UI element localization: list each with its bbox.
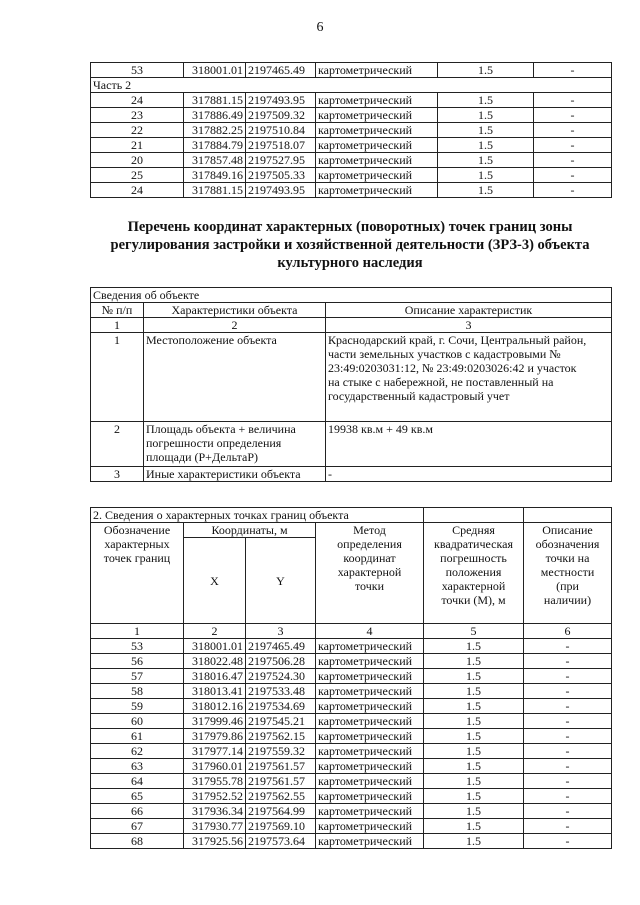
point-description: - bbox=[524, 669, 612, 684]
coord-y: 2197562.55 bbox=[246, 789, 316, 804]
coord-y: 2197573.64 bbox=[246, 834, 316, 849]
header-method bbox=[316, 523, 424, 624]
coord-x: 317884.79 bbox=[184, 138, 246, 153]
column-number: 2 bbox=[144, 318, 326, 333]
header-designation bbox=[91, 523, 184, 624]
point-number: 53 bbox=[91, 639, 184, 654]
coord-y: 2197545.21 bbox=[246, 714, 316, 729]
coord-y: 2197562.15 bbox=[246, 729, 316, 744]
column-number: 6 bbox=[524, 624, 612, 639]
characteristic-description bbox=[326, 333, 612, 422]
text-line: части земельных участков с кадастровыми № bbox=[328, 347, 561, 361]
coord-y: 2197493.95 bbox=[246, 93, 316, 108]
text-line: площади (Р+ДельтаР) bbox=[146, 450, 258, 464]
points-table bbox=[90, 507, 612, 849]
column-number: 3 bbox=[246, 624, 316, 639]
error-value: 1.5 bbox=[438, 138, 534, 153]
point-number: 65 bbox=[91, 789, 184, 804]
error-value: 1.5 bbox=[424, 759, 524, 774]
coord-y: 2197527.95 bbox=[246, 153, 316, 168]
method: картометрический bbox=[316, 729, 424, 744]
column-number: 4 bbox=[316, 624, 424, 639]
point-description: - bbox=[524, 789, 612, 804]
table-row bbox=[91, 183, 612, 198]
coord-y: 2197561.57 bbox=[246, 759, 316, 774]
text-line: Краснодарский край, г. Сочи, Центральный район, bbox=[328, 333, 587, 347]
coord-x: 318012.16 bbox=[184, 699, 246, 714]
text-line: Площадь объекта + величина bbox=[146, 422, 296, 436]
text-line: 23:49:0203031:12, № 23:49:0203026:42 и участок bbox=[328, 361, 577, 375]
coord-x: 317930.77 bbox=[184, 819, 246, 834]
point-description: - bbox=[524, 714, 612, 729]
error-value: 1.5 bbox=[424, 774, 524, 789]
text-line: на стыке с набережной, не поставленный на bbox=[328, 375, 554, 389]
coord-y: 2197564.99 bbox=[246, 804, 316, 819]
table-row bbox=[91, 669, 612, 684]
error-value: 1.5 bbox=[438, 168, 534, 183]
error-value: 1.5 bbox=[424, 699, 524, 714]
method: картометрический bbox=[316, 108, 438, 123]
table-row bbox=[91, 422, 612, 467]
coord-x: 317936.34 bbox=[184, 804, 246, 819]
method: картометрический bbox=[316, 804, 424, 819]
coord-x: 318001.01 bbox=[184, 63, 246, 78]
method: картометрический bbox=[316, 744, 424, 759]
section-row bbox=[91, 78, 612, 93]
column-number: 5 bbox=[424, 624, 524, 639]
error-value: 1.5 bbox=[438, 183, 534, 198]
coord-y: 2197509.32 bbox=[246, 108, 316, 123]
table-row bbox=[91, 63, 612, 78]
point-number: 60 bbox=[91, 714, 184, 729]
text-line: координат bbox=[343, 551, 396, 565]
point-description: - bbox=[524, 834, 612, 849]
coord-x: 318022.48 bbox=[184, 654, 246, 669]
coord-y: 2197505.33 bbox=[246, 168, 316, 183]
point-description: - bbox=[524, 684, 612, 699]
method: картометрический bbox=[316, 819, 424, 834]
coord-y: 2197465.49 bbox=[246, 63, 316, 78]
coord-x: 317886.49 bbox=[184, 108, 246, 123]
coord-y: 2197510.84 bbox=[246, 123, 316, 138]
text-line: точки bbox=[354, 579, 385, 593]
error-value: 1.5 bbox=[424, 744, 524, 759]
method: картометрический bbox=[316, 93, 438, 108]
coord-y: 2197506.28 bbox=[246, 654, 316, 669]
point-number: 63 bbox=[91, 759, 184, 774]
point-description: - bbox=[534, 183, 612, 198]
method: картометрический bbox=[316, 774, 424, 789]
table-row bbox=[91, 804, 612, 819]
text-line: (при bbox=[556, 579, 579, 593]
table-row bbox=[91, 714, 612, 729]
point-number: 64 bbox=[91, 774, 184, 789]
error-value: 1.5 bbox=[424, 834, 524, 849]
method: картометрический bbox=[316, 63, 438, 78]
text-line: наличии) bbox=[543, 593, 592, 607]
column-number: 1 bbox=[91, 624, 184, 639]
method: картометрический bbox=[316, 759, 424, 774]
error-value: 1.5 bbox=[438, 108, 534, 123]
heading-line-2: регулирования застройки и хозяйственной деятельности (ЗРЗ-3) объекта bbox=[110, 237, 590, 253]
coord-y: 2197533.48 bbox=[246, 684, 316, 699]
method: картометрический bbox=[316, 168, 438, 183]
point-description: - bbox=[524, 639, 612, 654]
point-description: - bbox=[534, 63, 612, 78]
error-value: 1.5 bbox=[424, 729, 524, 744]
header-cell: Описание характеристик bbox=[326, 303, 612, 318]
error-value: 1.5 bbox=[438, 153, 534, 168]
method: картометрический bbox=[316, 654, 424, 669]
text-line: государственный кадастровый учет bbox=[328, 389, 510, 403]
table-row bbox=[91, 744, 612, 759]
point-description: - bbox=[524, 759, 612, 774]
coord-x: 317952.52 bbox=[184, 789, 246, 804]
table-row bbox=[91, 153, 612, 168]
text-line: характерных bbox=[104, 537, 170, 551]
error-value: 1.5 bbox=[424, 669, 524, 684]
method: картометрический bbox=[316, 138, 438, 153]
error-value: 1.5 bbox=[424, 684, 524, 699]
coord-x: 317955.78 bbox=[184, 774, 246, 789]
row-number: 1 bbox=[91, 333, 144, 422]
header-cell: № п/п bbox=[91, 303, 144, 318]
empty-cell bbox=[524, 508, 612, 523]
point-number: 62 bbox=[91, 744, 184, 759]
heading-line-3: культурного наследия bbox=[277, 255, 423, 271]
point-number: 23 bbox=[91, 108, 184, 123]
coord-x: 318001.01 bbox=[184, 639, 246, 654]
text-line: точек границ bbox=[103, 551, 171, 565]
point-number: 67 bbox=[91, 819, 184, 834]
coord-x: 317881.15 bbox=[184, 183, 246, 198]
method: картометрический bbox=[316, 183, 438, 198]
error-value: 1.5 bbox=[438, 123, 534, 138]
coord-y: 2197465.49 bbox=[246, 639, 316, 654]
coord-x: 317999.46 bbox=[184, 714, 246, 729]
text-line: определения bbox=[337, 537, 402, 551]
table-row bbox=[91, 819, 612, 834]
text-line: Метод bbox=[353, 523, 386, 537]
method: картометрический bbox=[316, 789, 424, 804]
method: картометрический bbox=[316, 639, 424, 654]
text-line: квадратическая bbox=[434, 537, 513, 551]
error-value: 1.5 bbox=[438, 93, 534, 108]
point-number: 66 bbox=[91, 804, 184, 819]
point-number: 25 bbox=[91, 168, 184, 183]
point-number: 61 bbox=[91, 729, 184, 744]
coord-y: 2197561.57 bbox=[246, 774, 316, 789]
table-row bbox=[91, 168, 612, 183]
heading-line-1: Перечень координат характерных (поворотных) точек границ зоны bbox=[127, 219, 573, 235]
error-value: 1.5 bbox=[438, 63, 534, 78]
point-description: - bbox=[524, 804, 612, 819]
coord-x: 317977.14 bbox=[184, 744, 246, 759]
point-description: - bbox=[524, 774, 612, 789]
method: картометрический bbox=[316, 123, 438, 138]
point-description: - bbox=[534, 138, 612, 153]
point-number: 56 bbox=[91, 654, 184, 669]
text-line: характерной bbox=[337, 565, 402, 579]
points-table-title: 2. Сведения о характерных точках границ объекта bbox=[91, 508, 424, 523]
section-heading bbox=[90, 218, 610, 272]
point-number: 22 bbox=[91, 123, 184, 138]
point-number: 59 bbox=[91, 699, 184, 714]
text-line: Средняя bbox=[452, 523, 495, 537]
point-description: - bbox=[524, 654, 612, 669]
characteristic-name: Местоположение объекта bbox=[144, 333, 326, 422]
point-number: 21 bbox=[91, 138, 184, 153]
table-row bbox=[91, 93, 612, 108]
point-description: - bbox=[534, 153, 612, 168]
header-error bbox=[424, 523, 524, 624]
empty-cell bbox=[424, 508, 524, 523]
text-line: местности bbox=[540, 565, 595, 579]
method: картометрический bbox=[316, 699, 424, 714]
column-number: 1 bbox=[91, 318, 144, 333]
text-line: Описание bbox=[542, 523, 593, 537]
characteristic-name bbox=[144, 422, 326, 467]
coord-x: 317849.16 bbox=[184, 168, 246, 183]
text-line: обозначения bbox=[535, 537, 600, 551]
point-description: - bbox=[534, 108, 612, 123]
coord-x: 317925.56 bbox=[184, 834, 246, 849]
text-line: характерной bbox=[441, 579, 506, 593]
point-description: - bbox=[534, 168, 612, 183]
characteristic-description: 19938 кв.м + 49 кв.м bbox=[326, 422, 612, 467]
point-description: - bbox=[524, 729, 612, 744]
point-number: 24 bbox=[91, 183, 184, 198]
point-number: 58 bbox=[91, 684, 184, 699]
error-value: 1.5 bbox=[424, 819, 524, 834]
text-line: положения bbox=[445, 565, 502, 579]
error-value: 1.5 bbox=[424, 714, 524, 729]
row-number: 3 bbox=[91, 467, 144, 482]
point-number: 57 bbox=[91, 669, 184, 684]
point-number: 24 bbox=[91, 93, 184, 108]
coord-y: 2197493.95 bbox=[246, 183, 316, 198]
column-number: 2 bbox=[184, 624, 246, 639]
coord-x: 318013.41 bbox=[184, 684, 246, 699]
coord-x: 317881.15 bbox=[184, 93, 246, 108]
point-number: 53 bbox=[91, 63, 184, 78]
table-row bbox=[91, 684, 612, 699]
method: картометрический bbox=[316, 714, 424, 729]
coord-y: 2197569.10 bbox=[246, 819, 316, 834]
coord-x: 317960.01 bbox=[184, 759, 246, 774]
characteristic-name: Иные характеристики объекта bbox=[144, 467, 326, 482]
coord-y: 2197524.30 bbox=[246, 669, 316, 684]
table-row bbox=[91, 138, 612, 153]
point-number: 68 bbox=[91, 834, 184, 849]
object-info-table bbox=[90, 287, 612, 482]
point-description: - bbox=[524, 744, 612, 759]
error-value: 1.5 bbox=[424, 804, 524, 819]
method: картометрический bbox=[316, 153, 438, 168]
error-value: 1.5 bbox=[424, 789, 524, 804]
method: картометрический bbox=[316, 684, 424, 699]
table-row bbox=[91, 108, 612, 123]
header-cell: Характеристики объекта bbox=[144, 303, 326, 318]
point-description: - bbox=[534, 123, 612, 138]
text-line: точки (М), м bbox=[441, 593, 506, 607]
method: картометрический bbox=[316, 834, 424, 849]
error-value: 1.5 bbox=[424, 654, 524, 669]
text-line: Обозначение bbox=[103, 523, 171, 537]
table-row bbox=[91, 789, 612, 804]
table-row bbox=[91, 729, 612, 744]
point-description: - bbox=[524, 699, 612, 714]
column-number: 3 bbox=[326, 318, 612, 333]
table-row bbox=[91, 774, 612, 789]
coord-x: 317857.48 bbox=[184, 153, 246, 168]
coord-y: 2197518.07 bbox=[246, 138, 316, 153]
header-y: Y bbox=[246, 538, 316, 624]
point-description: - bbox=[534, 93, 612, 108]
table-row bbox=[91, 333, 612, 422]
coord-x: 318016.47 bbox=[184, 669, 246, 684]
coord-y: 2197534.69 bbox=[246, 699, 316, 714]
section-label: Часть 2 bbox=[91, 78, 612, 93]
top-coordinates-table bbox=[90, 62, 612, 198]
row-number: 2 bbox=[91, 422, 144, 467]
table-row bbox=[91, 467, 612, 482]
table-row bbox=[91, 699, 612, 714]
error-value: 1.5 bbox=[424, 639, 524, 654]
coord-x: 317882.25 bbox=[184, 123, 246, 138]
table-row bbox=[91, 654, 612, 669]
point-number: 20 bbox=[91, 153, 184, 168]
coord-x: 317979.86 bbox=[184, 729, 246, 744]
coord-y: 2197559.32 bbox=[246, 744, 316, 759]
characteristic-description: - bbox=[326, 467, 612, 482]
header-x: X bbox=[184, 538, 246, 624]
table-row bbox=[91, 834, 612, 849]
header-description bbox=[524, 523, 612, 624]
header-coordinates: Координаты, м bbox=[184, 523, 316, 538]
table-row bbox=[91, 759, 612, 774]
text-line: точки на bbox=[545, 551, 590, 565]
object-table-title: Сведения об объекте bbox=[91, 288, 612, 303]
point-description: - bbox=[524, 819, 612, 834]
text-line: погрешность bbox=[440, 551, 507, 565]
table-row bbox=[91, 123, 612, 138]
method: картометрический bbox=[316, 669, 424, 684]
text-line: погрешности определения bbox=[146, 436, 282, 450]
page-number: 6 bbox=[316, 20, 324, 35]
table-row bbox=[91, 639, 612, 654]
